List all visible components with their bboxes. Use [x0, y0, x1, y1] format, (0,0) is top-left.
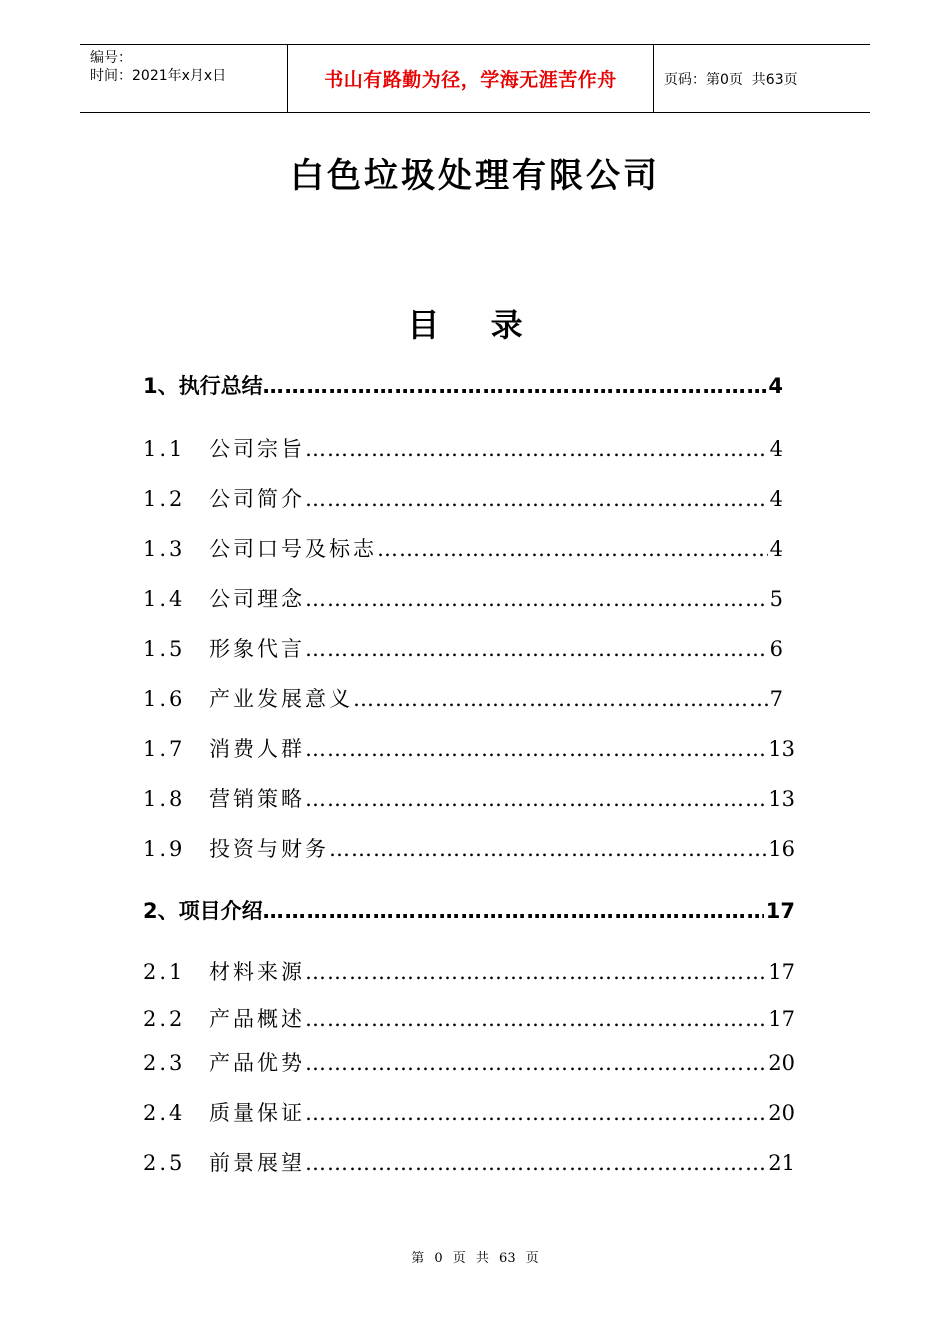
- toc-leader-dots: [353, 687, 768, 711]
- toc-leader-dots: [305, 737, 766, 761]
- toc-entry-page: 4: [769, 437, 783, 461]
- toc-entry-page: 17: [765, 899, 795, 923]
- toc-entry-label: 产品优势: [209, 1051, 305, 1075]
- toc-entry-label: 项目介绍: [178, 899, 263, 923]
- toc-entry-page: 4: [769, 537, 783, 561]
- toc-leader-dots: [305, 437, 768, 461]
- toc-entry-page: 20: [768, 1051, 795, 1075]
- header-number-label: 编号：: [90, 50, 132, 66]
- toc-leader-dots: [305, 787, 766, 811]
- toc-entry[interactable]: [143, 683, 783, 713]
- toc-entry[interactable]: [143, 956, 795, 986]
- header-slogan: 书山有路勤为径，学海无涯苦作舟: [287, 45, 654, 112]
- toc-entry-page: 20: [768, 1101, 795, 1125]
- toc-heading: 目 录: [407, 306, 543, 344]
- toc-leader-dots: [305, 487, 768, 511]
- toc-entry[interactable]: [143, 370, 783, 400]
- toc-entry-number: 2.5: [143, 1151, 186, 1175]
- toc-entry-page: 6: [769, 637, 783, 661]
- toc-entry-number: 1.1: [143, 437, 186, 461]
- page-footer: 第 0 页 共 63 页: [411, 1251, 539, 1266]
- toc-entry-number: 1.8: [143, 787, 186, 811]
- document-title: 白色垃圾处理有限公司: [290, 156, 660, 196]
- toc-entry-label: 产品概述: [209, 1007, 305, 1031]
- toc-entry[interactable]: [143, 783, 795, 813]
- toc-entry-page: 7: [769, 687, 783, 711]
- toc-entry-number: 1.9: [143, 837, 186, 861]
- toc-entry-number: 2.1: [143, 960, 186, 984]
- toc-leader-dots: [377, 537, 768, 561]
- toc-entry-number: 1.7: [143, 737, 186, 761]
- toc-entry[interactable]: [143, 1097, 795, 1127]
- toc-entry-label: 公司口号及标志: [209, 537, 377, 561]
- toc-entry-label: 质量保证: [209, 1101, 305, 1125]
- toc-entry-page: 4: [768, 374, 783, 398]
- toc-entry[interactable]: [143, 833, 795, 863]
- toc-entry-page: 17: [768, 960, 795, 984]
- toc-leader-dots: [263, 374, 767, 398]
- toc-entry[interactable]: [143, 1047, 795, 1077]
- toc-entry-page: 13: [768, 787, 795, 811]
- toc-entry-number: 2.4: [143, 1101, 186, 1125]
- toc-entry-label: 营销策略: [209, 787, 305, 811]
- toc-leader-dots: [305, 637, 768, 661]
- toc-leader-dots: [305, 1151, 766, 1175]
- toc-leader-dots: [305, 960, 766, 984]
- toc-entry-page: 21: [768, 1151, 795, 1175]
- toc-entry-label: 产业发展意义: [209, 687, 353, 711]
- toc-entry-number: 1.3: [143, 537, 186, 561]
- toc-entry-page: 4: [769, 487, 783, 511]
- toc-entry[interactable]: [143, 483, 783, 513]
- toc-entry[interactable]: [143, 895, 795, 925]
- header-time-label: 时间：2021年x月x日: [90, 68, 227, 84]
- header-meta: [80, 45, 287, 112]
- toc-entry[interactable]: [143, 583, 783, 613]
- toc-entry-label: 消费人群: [209, 737, 305, 761]
- toc-entry[interactable]: [143, 1147, 795, 1177]
- toc-entry[interactable]: [143, 733, 795, 763]
- toc-leader-dots: [305, 1051, 766, 1075]
- toc-entry-number: 2.3: [143, 1051, 186, 1075]
- toc-entry[interactable]: [143, 433, 783, 463]
- toc-entry-label: 投资与财务: [209, 837, 329, 861]
- toc-entry-label: 执行总结: [178, 374, 263, 398]
- toc-entry-page: 16: [768, 837, 795, 861]
- toc-entry-number: 1、: [143, 374, 179, 398]
- toc-entry-page: 5: [769, 587, 783, 611]
- toc-leader-dots: [305, 1101, 766, 1125]
- toc-entry-number: 2、: [143, 899, 179, 923]
- toc-entry-page: 13: [768, 737, 795, 761]
- toc-entry-number: 2.2: [143, 1007, 186, 1031]
- header-page-info-text: 页码：第0页 共63页: [664, 71, 798, 88]
- toc-leader-dots: [329, 837, 766, 861]
- toc-entry-label: 公司理念: [209, 587, 305, 611]
- header-page-info: [654, 45, 870, 112]
- toc-entry-number: 1.2: [143, 487, 186, 511]
- toc-leader-dots: [263, 899, 764, 923]
- toc-entry-label: 材料来源: [209, 960, 305, 984]
- toc-entry[interactable]: [143, 1003, 795, 1033]
- toc-entry-number: 1.5: [143, 637, 186, 661]
- toc-entry[interactable]: [143, 533, 783, 563]
- toc-entry-number: 1.4: [143, 587, 186, 611]
- toc-entry-label: 前景展望: [209, 1151, 305, 1175]
- toc-entry[interactable]: [143, 633, 783, 663]
- toc-leader-dots: [305, 587, 768, 611]
- toc-entry-label: 形象代言: [209, 637, 305, 661]
- toc-entry-label: 公司宗旨: [209, 437, 305, 461]
- toc-leader-dots: [305, 1007, 766, 1031]
- toc-entry-label: 公司简介: [209, 487, 305, 511]
- page-header: [80, 44, 870, 113]
- toc-entry-page: 17: [768, 1007, 795, 1031]
- toc-entry-number: 1.6: [143, 687, 186, 711]
